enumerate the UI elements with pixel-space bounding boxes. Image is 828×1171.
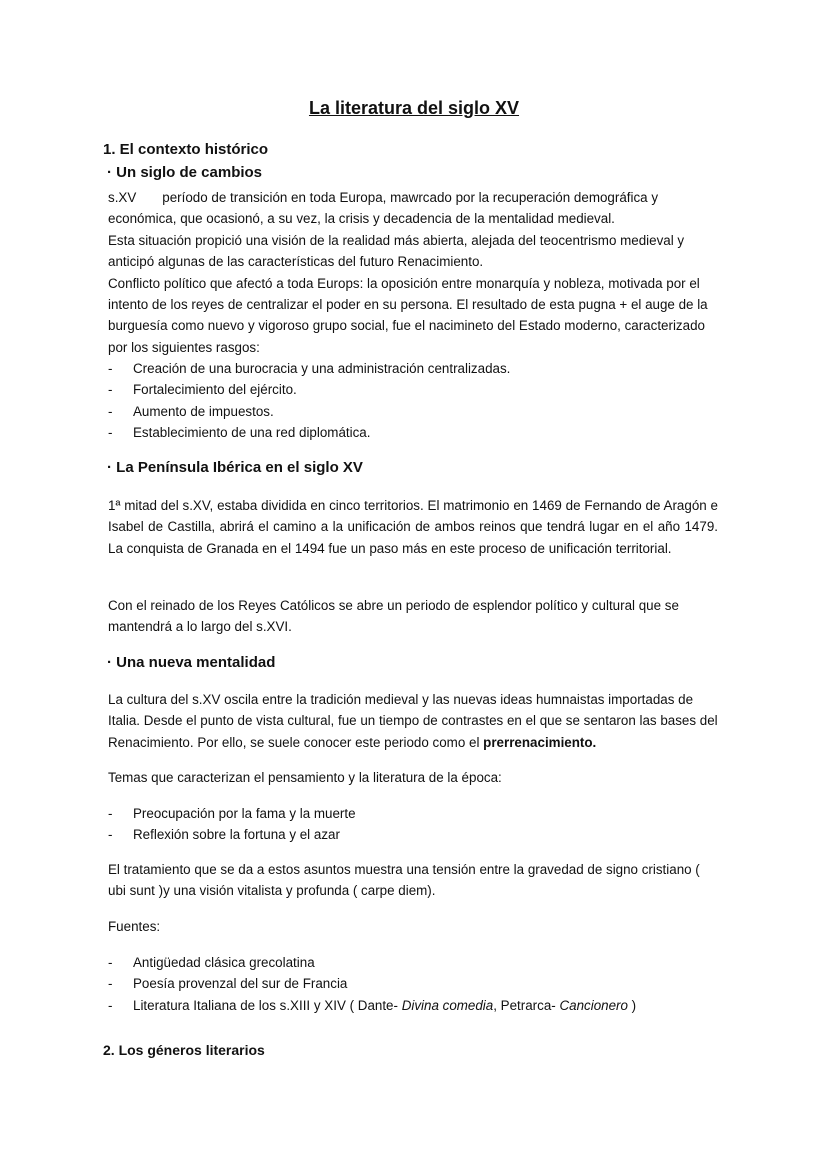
siglo-cambios-block [108,187,718,358]
fuentes-list [108,952,718,1016]
list-item: - Fortalecimiento del ejército. [108,379,718,400]
temas-list [108,803,718,846]
paragraph-reyes-catolicos: Con el reinado de los Reyes Católicos se abre un periodo de esplendor político y cultural que se mantendrá a lo largo del s.XVI. [108,598,679,635]
paragraph-conflicto: Conflicto político que afectó a toda Europs: la oposición entre monarquía y nobleza, motivada por el intento de los reyes de centralizar el poder en su persona. El resultado de esta pugna + el auge de la burguesía como nuevo y vigoroso grupo social, fue el nacimineto del Estado moderno, caracterizado por los siguientes rasgos: [108,275,708,355]
list-item: - Aumento de impuestos. [108,401,718,422]
list-item [108,995,718,1016]
list-item: - Creación de una burocracia y una administración centralizadas. [108,358,718,379]
fuente-italiana-middle: , Petrarca- [493,997,560,1013]
paragraph-transicion [108,187,718,230]
rasgos-list [108,358,718,444]
list-item: - Reflexión sobre la fortuna y el azar [108,824,718,845]
list-item: - Poesía provenzal del sur de Francia [108,973,718,994]
section-2-heading: 2. Los géneros literarios [103,1042,265,1058]
fuente-italiana-prefix: Literatura Italiana de los s.XIII y XIV ( Dante- [133,997,402,1013]
term-prerrenacimiento: prerrenacimiento. [483,734,597,750]
fuentes-label: Fuentes: [108,919,161,934]
work-cancionero: Cancionero [559,997,628,1013]
paragraph-peninsula: 1ª mitad del s.XV, estaba dividida en cinco territorios. El matrimonio en 1469 de Fernando de Aragón e Isabel de Castilla, abrirá el camino a la unificación de ambos reinos que tendrá lugar en el año 1479. La conquista de Granada en el 1494 fue un paso más en este proceso de unificación territorial. [108,498,718,556]
subsection-siglo-cambios-heading: · Un siglo de cambios [107,164,263,181]
list-item: - Preocupación por la fama y la muerte [108,803,718,824]
subsection-nueva-mentalidad-heading: · Una nueva mentalidad [107,654,276,671]
paragraph-cultura [108,689,718,753]
list-item: - Establecimiento de una red diplomática. [108,422,718,443]
temas-intro: Temas que caracterizan el pensamiento y la literatura de la época: [108,770,502,785]
work-divina-comedia: Divina comedia [401,997,494,1013]
paragraph-transicion-text: período de transición en toda Europa, mawrcado por la recuperación demográfica y económica, que ocasionó, a su vez, la crisis y decadencia de la mentalidad medieval. [108,190,659,227]
document-title: La literatura del siglo XV [308,98,520,118]
section-1-heading: 1. El contexto histórico [103,141,269,158]
fuente-italiana-suffix: ) [627,997,637,1013]
paragraph-cultura-text: La cultura del s.XV oscila entre la tradición medieval y las nuevas ideas humnaistas importadas de Italia. Desde el punto de vista cultural, fue un tiempo de contrastes en el que se sentaron las bases del Renacimiento. Por ello, se suele conocer este periodo como el [108,692,718,750]
paragraph-situacion: Esta situación propició una visión de la realidad más abierta, alejada del teocentrismo medieval y anticipó algunas de las características del futuro Renacimiento. [108,232,685,270]
term-sxv: s.XV [108,190,137,205]
subsection-peninsula-heading: · La Península Ibérica en el siglo XV [107,459,363,476]
paragraph-tratamiento: El tratamiento que se da a estos asuntos muestra una tensión entre la gravedad de signo cristiano ( ubi sunt )y una visión vitalista y profunda ( carpe diem). [108,862,700,899]
list-item: - Antigüedad clásica grecolatina [108,952,718,973]
